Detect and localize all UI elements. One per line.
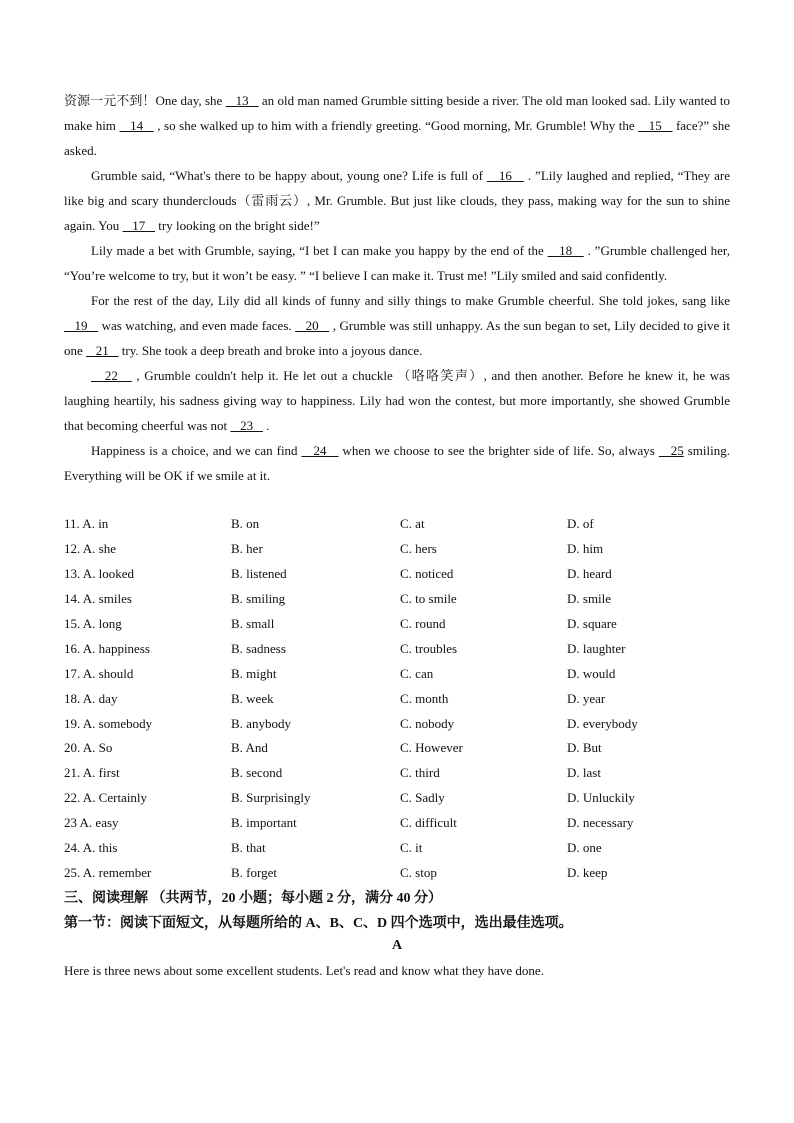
option-b: B. forget [231,865,277,881]
option-a: 22. A. Certainly [64,790,148,806]
option-row [64,512,744,537]
option-d: D. keep [567,865,608,881]
text: . ”Grumble challenged her, “You’re welcome to try, but it won’t be easy. ” “I believe I can make it. Trust me! ”Lily smiled and said confidently. [64,243,730,283]
blank-19: 19 [64,318,99,333]
cloze-passage [64,88,730,488]
option-row [64,537,744,562]
option-b: B. her [231,540,263,556]
option-d: D. necessary [567,815,634,831]
option-c: C. it [400,840,423,856]
option-d: D. Unluckily [567,790,635,806]
option-d: D. heard [567,565,612,581]
option-a: 13. A. looked [64,565,135,581]
blank-18: 18 [547,243,584,258]
blank-13: 13 [225,93,259,108]
text: , so she walked up to him with a friendly greeting. “Good morning, Mr. Grumble! Why the [153,118,639,133]
option-d: D. everybody [567,715,638,731]
blank-24: 24 [301,443,339,458]
blank-16: 16 [486,168,524,183]
option-b: B. week [231,690,274,706]
option-d: D. laughter [567,640,626,656]
option-row [64,861,744,886]
option-a: 11. A. in [64,516,109,531]
option-row [64,662,744,687]
option-b: B. And [231,740,268,756]
option-d: D. one [567,840,602,856]
option-d: D. last [567,765,601,781]
option-c: C. However [400,740,463,756]
blank-17: 17 [122,218,156,233]
option-a: 17. A. should [64,665,134,681]
option-a: 25. A. remember [64,865,152,881]
option-d: D. of [567,516,594,531]
option-row [64,736,744,761]
option-a: 23 A. easy [64,815,119,831]
option-c: C. Sadly [400,790,445,806]
option-c: C. to smile [400,590,457,606]
option-b: B. might [231,665,277,681]
option-row [64,687,744,712]
option-c: C. month [400,690,449,706]
option-row [64,811,744,836]
option-b: B. that [231,840,266,856]
option-c: C. third [400,765,440,781]
text: Happiness is a choice, and we can find [91,443,302,458]
text: when we choose to see the brighter side of life. So, always [338,443,659,458]
option-row [64,637,744,662]
option-row [64,712,744,737]
option-row [64,562,744,587]
answer-options [64,512,744,886]
text: smiling. Everything will be OK if we smile at it. [64,443,731,483]
text: try. She took a deep breath and broke into a joyous dance. [118,343,423,358]
text: face?” she asked. [64,118,731,158]
option-b: B. listened [231,565,287,581]
section-title: 三、阅读理解 （共两节，20 小题；每小题 2 分，满分 40 分） [64,891,442,906]
blank-25: 25 [658,443,684,458]
option-a: 20. A. So [64,740,113,756]
option-d: D. would [567,665,616,681]
option-b: B. sadness [231,640,286,656]
blank-22: 22 [91,368,132,383]
option-a: 18. A. day [64,690,118,706]
passage-intro: Here is three news about some excellent students. Let's read and know what they have done. [64,963,544,978]
blank-20: 20 [295,318,330,333]
paragraph-5 [64,363,730,438]
option-c: C. difficult [400,815,457,831]
option-b: B. smiling [231,590,286,606]
paragraph-4 [64,288,730,363]
option-c: C. stop [400,865,437,881]
text: Grumble said, “What's there to be happy about, young one? Life is full of [91,168,487,183]
option-a: 19. A. somebody [64,715,153,731]
option-c: C. hers [400,540,437,556]
option-b: B. small [231,615,275,631]
blank-21: 21 [86,343,119,358]
option-row [64,786,744,811]
option-a: 15. A. long [64,615,122,631]
option-b: B. important [231,815,297,831]
paragraph-1 [64,88,730,163]
option-c: C. troubles [400,640,458,656]
option-a: 14. A. smiles [64,590,132,606]
option-d: D. square [567,615,617,631]
paragraph-2 [64,163,730,238]
option-b: B. anybody [231,715,291,731]
option-c: C. at [400,516,425,531]
option-row [64,836,744,861]
option-c: C. nobody [400,715,455,731]
option-a: 21. A. first [64,765,120,781]
option-d: D. But [567,740,602,756]
part-instructions: 第一节：阅读下面短文，从每题所给的 A、B、C、D 四个选项中，选出最佳选项。 [64,916,573,931]
option-b: B. Surprisingly [231,790,311,806]
option-d: D. year [567,690,606,706]
option-c: C. round [400,615,446,631]
option-b: B. on [231,516,260,531]
option-a: 16. A. happiness [64,640,150,656]
text: For the rest of the day, Lily did all kinds of funny and silly things to make Grumble cheerful. She told jokes, sang like [91,293,730,308]
option-a: 24. A. this [64,840,118,856]
paragraph-6 [64,438,730,488]
text: 资源一元不到！One day, she [64,93,226,108]
text: . ”Lily laughed and replied, “They are like big and scary thunderclouds（雷雨云）, Mr. Grumble. But just like clouds, they pass, making way for the sun to shine again. You [64,168,731,233]
text: was watching, and even made faces. [98,318,296,333]
blank-23: 23 [230,418,263,433]
text: . [262,418,270,433]
text: , Grumble was still unhappy. As the sun began to set, Lily decided to give it one [64,318,731,358]
text: Lily made a bet with Grumble, saying, “I bet I can make you happy by the end of the [91,243,548,258]
option-row [64,612,744,637]
option-b: B. second [231,765,283,781]
option-a: 12. A. she [64,540,116,556]
option-d: D. smile [567,590,612,606]
option-row [64,587,744,612]
text: try looking on the bright side!” [155,218,320,233]
option-d: D. him [567,540,604,556]
option-row [64,761,744,786]
text: , Grumble couldn't help it. He let out a chuckle （咯咯笑声）, and then another. Before he knew it, he was laughing heartily, his sadness giving way to happiness. Lily had won the contest, but more importantly, she showed Grumble that becoming cheerful was not [64,368,730,433]
option-c: C. noticed [400,565,454,581]
blank-15: 15 [638,118,673,133]
text: an old man named Grumble sitting beside a river. The old man looked sad. Lily wanted to make him [64,93,730,133]
option-c: C. can [400,665,434,681]
blank-14: 14 [119,118,154,133]
passage-label: A [391,938,403,953]
paragraph-3 [64,238,730,288]
